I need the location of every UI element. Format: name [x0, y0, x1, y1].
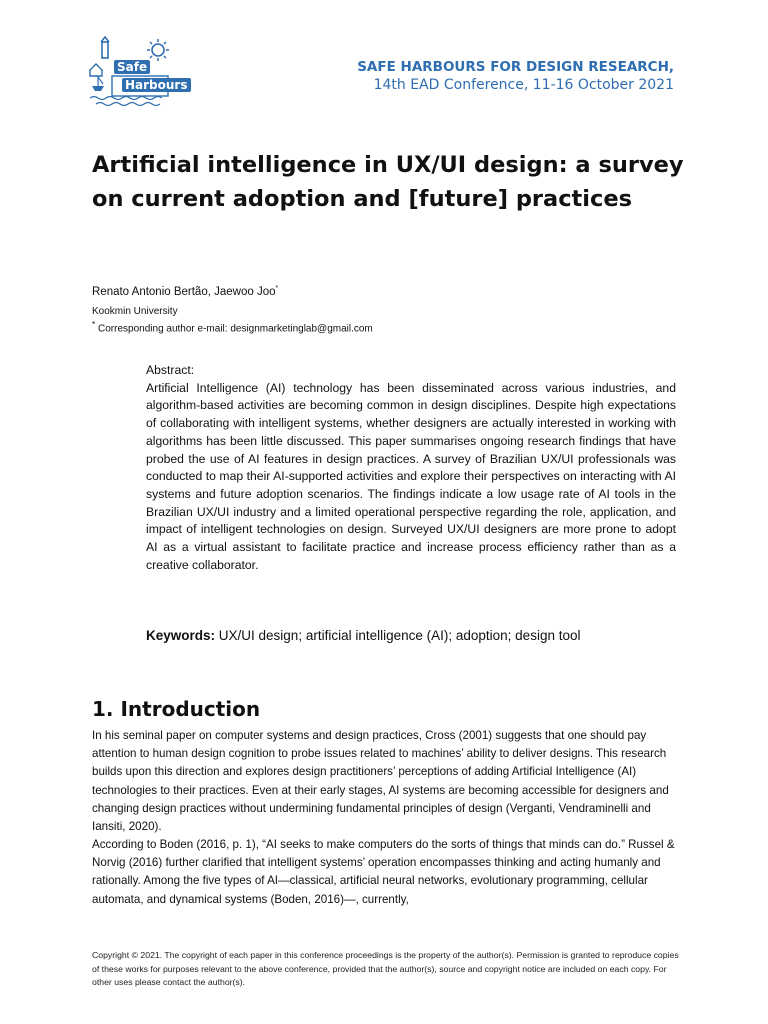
- copyright-notice: Copyright © 2021. The copyright of each paper in this conference proceedings is the property of the author(s). Permission is granted to reproduce copies of these works for purposes relevant to the above conference, provided that the author(s), source and copyright notice are included on each copy. For other uses please contact the author(s).: [92, 950, 679, 987]
- abstract-text: Artificial Intelligence (AI) technology has been disseminated across various industries, and algorithm-based activities are becoming common in design disciplines. Despite high expectations of collaborating with intelligent systems, whether designers are actually interested in working with algorithms has been little discussed. This paper summarises ongoing research findings that have probed the use of AI features in design practices. A survey of Brazilian UX/UI professionals was conducted to map their AI-supported activities and explore their perspectives on interacting with AI systems and future adoption scenarios. The findings indicate a low usage rate of AI tools in the Brazilian UX/UI industry and a limited operational perspective regarding the role, application, and impact of intelligent technologies on design. Surveyed UX/UI designers are more prone to adopt AI as a virtual assistant to facilitate practice and increase process efficiency rather than as a creative collaborator.: [146, 380, 676, 572]
- corresponding-mark: *: [275, 285, 279, 292]
- intro-paragraph-2: According to Boden (2016, p. 1), “AI seeks to make computers do the sorts of things that minds can do.” Russel & Norvig (2016) further clarified that intelligent systems’ operation encompasses thinking and acting humanly and rationally. Among the five types of AI—classical, artificial neural networks, evolutionary programming, cellular automata, and dynamical systems (Boden, 2016)—, currently,: [92, 838, 675, 906]
- paper-title: Artificial intelligence in UX/UI design: a survey on current adoption and [future] practices: [92, 152, 684, 212]
- conference-name: SAFE HARBOURS FOR DESIGN RESEARCH,: [357, 59, 674, 75]
- abstract-section: [146, 362, 676, 574]
- corresponding-author-email: Corresponding author e-mail: designmarketinglab@gmail.com: [95, 323, 373, 335]
- keywords-text: UX/UI design; artificial intelligence (AI); adoption; design tool: [215, 628, 581, 643]
- affiliation: Kookmin University: [92, 306, 178, 317]
- section-heading-introduction: 1. Introduction: [92, 697, 261, 721]
- author-names: Renato Antonio Bertão, Jaewoo Joo: [92, 285, 276, 298]
- safe-harbours-logo: [88, 36, 188, 110]
- conference-header: [357, 58, 674, 94]
- corresponding-author: [92, 318, 373, 335]
- logo-word-safe: Safe: [114, 60, 150, 74]
- corresponding-footnote-mark: *: [92, 319, 96, 329]
- intro-paragraph-1: In his seminal paper on computer systems and design practices, Cross (2001) suggests that one should pay attention to human design cognition to probe issues related to machines’ ability to deliver designs. This research builds upon this direction and explores design practitioners’ perceptions of adding Artificial Intelligence (AI) technologies to their practices. Even at their early stages, AI systems are becoming accessible for designers and changing design practices without undermining fundamental principles of design (Verganti, Vendraminelli and Iansiti, 2020).: [92, 729, 669, 834]
- logo-word-harbours: Harbours: [122, 78, 191, 92]
- conference-details: 14th EAD Conference, 11-16 October 2021: [373, 77, 674, 93]
- keywords: [146, 627, 706, 645]
- abstract-heading: Abstract:: [146, 363, 195, 377]
- keywords-label: Keywords:: [146, 628, 216, 643]
- author-list: [92, 282, 278, 299]
- affiliation-block: [92, 305, 373, 335]
